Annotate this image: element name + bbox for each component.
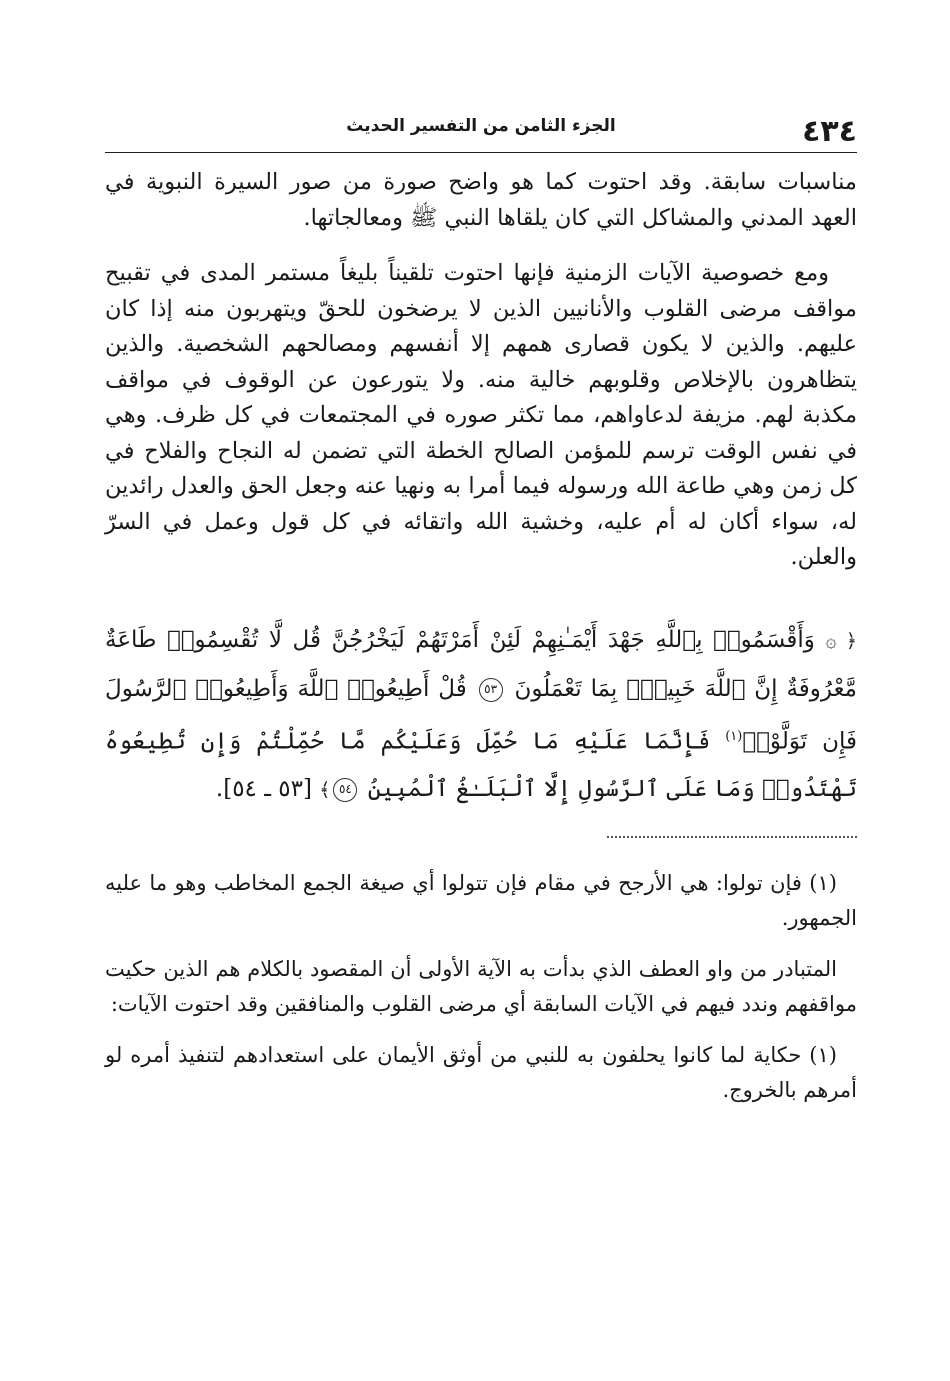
verse-reference: [٥٣ ـ ٥٤].	[215, 776, 312, 803]
book-page	[105, 112, 857, 1108]
commentary-paragraph: (١) حكاية لما كانوا يحلفون به للنبي من أوثق الأيمان على استعدادهم لتنفيذ أمره لو أمرهم بالخروج.	[105, 1043, 857, 1103]
verse-open-ornament: ﴿ ۞	[825, 629, 858, 652]
paragraph: ومع خصوصية الآيات الزمنية فإنها احتوت تلقيناً بليغاً مستمر المدى في تقبيح مواقف مرضى القلوب والأنانيين الذين لا يرضخون للحقّ ويتهربون منه إذا كان عليهم. والذين لا يكون قصارى همهم إلا أنفسهم ومصالحهم الشخصية. والذين يتظاهرون بالإخلاص وقلوبهم خالية منه. ولا يتورعون عن الوقوف في مواقف مكذبة لهم. مزيفة لدعاواهم، مما تكثر صوره في المجتمعات في كل ظرف. وهي في نفس الوقت ترسم للمؤمن الصالح الخطة التي تضمن له النجاح والفلاح في كل زمن وهي طاعة الله ورسوله فيما أمرا به ونهيا عنه وجعل الحق والعدل رائدين له، سواء أكان له أم عليه، وخشية الله واتقائه في كل قول وعمل في السرّ والعلن.	[105, 260, 857, 570]
running-header	[105, 112, 857, 153]
quran-verse	[105, 616, 857, 815]
footnote: (١) فإن تولوا: هي الأرجح في مقام فإن تتولوا أي صيغة الجمع المخاطب وهو ما عليه الجمهور.	[105, 871, 857, 931]
book-title: الجزء الثامن من التفسير الحديث	[346, 116, 616, 136]
ayah-number-mark: ٥٣	[479, 678, 503, 702]
paragraph: مناسبات سابقة. وقد احتوت كما هو واضح صورة من صور السيرة النبوية في العهد المدني والمشاكل التي كان يلقاها النبي ﷺ ومعالجاتها.	[105, 169, 857, 231]
footnote-reference: (١)	[725, 728, 743, 744]
footnote-separator	[607, 836, 857, 838]
ayah-number-mark: ٥٤	[333, 778, 357, 802]
verse-text: وَأَقْسَمُوا۟ بِٱللَّهِ جَهْدَ أَيْمَـٰنِهِمْ لَئِنْ أَمَرْتَهُمْ لَيَخْرُجُنَّ قُل لَّا تُقْسِمُوا۟ طَاعَةٌ مَّعْرُوفَةٌ إِنَّ ٱللَّهَ خَبِيرٌۢ بِمَا تَعْمَلُونَ	[105, 626, 857, 702]
verse-text: فَإِنَّمَا عَلَيْهِ مَا حُمِّلَ وَعَلَيْكُم مَّا حُمِّلْتُمْ وَإِن تُطِيعُوهُ تَهْتَدُوا۟ وَمَا عَلَى ٱلرَّسُولِ إِلَّا ٱلْبَلَـٰغُ ٱلْمُبِينُ	[105, 728, 857, 803]
verse-text: قُلْ أَطِيعُوا۟ ٱللَّهَ وَأَطِيعُوا۟ ٱلرَّسُولَ فَإِن تَوَلَّوْا۟	[105, 675, 858, 755]
page-number: ٤٣٤	[802, 114, 857, 149]
verse-close-ornament: ﴾	[319, 779, 331, 802]
commentary-paragraph: المتبادر من واو العطف الذي بدأت به الآية الأولى أن المقصود بالكلام هم الذين حكيت مواقفهم وندد فيهم في الآيات السابقة أي مرضى القلوب والمنافقين وقد احتوت الآيات:	[105, 957, 857, 1017]
